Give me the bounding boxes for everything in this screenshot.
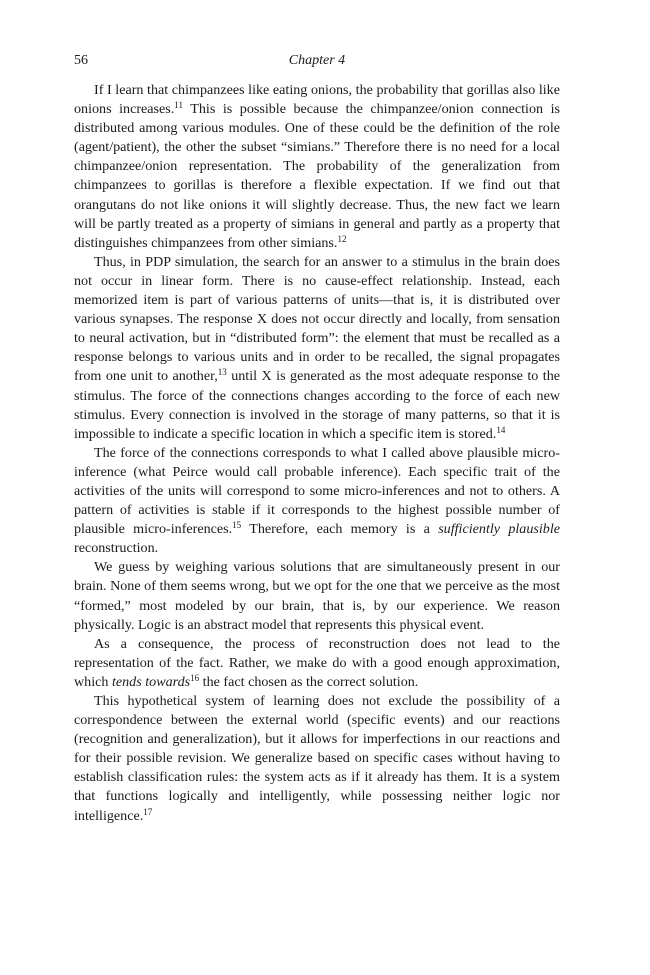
emphasis-text: tends towards: [111, 673, 191, 690]
paragraph-2: [74, 253, 560, 444]
running-head: Chapter 4: [288, 53, 346, 68]
paragraph-4: [74, 558, 560, 634]
footnote-ref: 11: [174, 100, 183, 111]
paragraph-text: the fact chosen as the correct solution.: [199, 673, 419, 690]
page-body: [74, 81, 560, 826]
page-header: [74, 53, 560, 73]
paragraph-text: If I learn that chimpanzees like eating onions, the probability that gorillas also like onions increases.: [74, 82, 560, 118]
footnote-ref: 15: [232, 520, 242, 531]
paragraph-1: [74, 81, 560, 253]
paragraph-5: [74, 635, 560, 692]
page-number: 56: [74, 53, 88, 68]
paragraph-6: [74, 692, 560, 826]
paragraph-text: Thus, in PDP simulation, the search for an answer to a stimulus in the brain does not occur in linear form. There is no cause-effect relationship. Instead, each memorized item is part of various patterns of units—that is, it is distributed over various synapses. The response X does not occur directly and locally, from sensation to neural activation, but in “distributed form”: the element that must be recalled as a response belongs to various units and in order to be recalled, the signal propagates from one unit to another,: [74, 253, 560, 385]
paragraph-text: We guess by weighing various solutions that are simultaneously present in our brain. None of them seems wrong, but we opt for the one that we perceive as the most “formed,” most modeled by our brain, that is, by our experience. We reason physically. Logic is an abstract model that represents this physical event.: [74, 559, 560, 633]
footnote-ref: 14: [496, 424, 506, 435]
paragraph-text: As a consequence, the process of reconstruction does not lead to the representation of the fact. Rather, we make do with a good enough approximation, which: [74, 635, 560, 690]
footnote-ref: 17: [143, 806, 153, 817]
footnote-ref: 16: [190, 672, 200, 683]
footnote-ref: 13: [217, 367, 227, 378]
paragraph-3: [74, 444, 560, 559]
emphasis-text: sufficiently plausible: [438, 521, 560, 538]
paragraph-text: Therefore, each memory is a: [241, 521, 439, 538]
footnote-ref: 12: [337, 233, 347, 244]
paragraph-text: This hypothetical system of learning does not exclude the possibility of a correspondence between the external world (specific events) and our reactions (recognition and generalization), but it allows for imperfections in our reactions and for their possible revision. We generalize based on specific cases without having to establish classification rules: the system acts as if it already has them. It is a system that functions logically and intelligently, while possessing neither logic nor intelligence.: [74, 693, 560, 824]
paragraph-text: This is possible because the chimpanzee/onion connection is distributed among various modules. One of these could be the definition of the role (agent/patient), the other the subset “simians.” Therefore there is no need for a local chimpanzee/onion representation. The probability of the generalization from chimpanzees to gorillas is therefore a flexible expectation. If we find out that orangutans do not like onions it will slightly decrease. Thus, the new fact we learn will be partly treated as a property of simians in general and partly as a property that distinguishes chimpanzees from other simians.: [74, 101, 560, 251]
paragraph-text: The force of the connections corresponds to what I called above plausible micro-inference (what Peirce would call probable inference). Each specific trait of the activities of the units will correspond to some micro-inferences and not to others. A pattern of activities is stable if it corresponds to the highest possible number of plausible micro-inferences.: [74, 444, 560, 538]
paragraph-text: reconstruction.: [74, 540, 159, 557]
paragraph-text: until X is generated as the most adequate response to the stimulus. The force of the connections changes according to the force of each new stimulus. Every connection is involved in the storage of many patterns, so that it is impossible to indicate a specific location in which a specific item is stored.: [74, 368, 561, 442]
